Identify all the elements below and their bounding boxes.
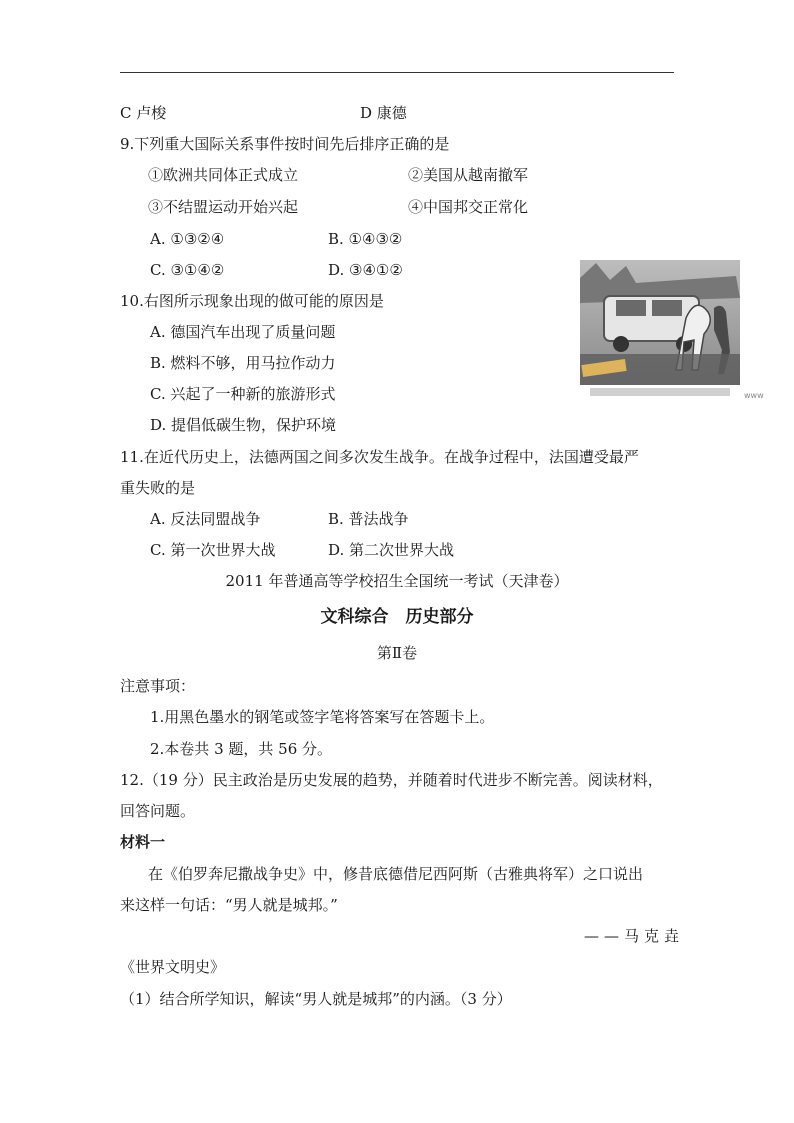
section-title: 文科综合 历史部分 bbox=[320, 607, 474, 627]
q9-option-b: B. ①④③② bbox=[328, 230, 403, 248]
exam-title: 2011 年普通高等学校招生全国统一考试（天津卷） bbox=[225, 572, 569, 590]
material-source: 《世界文明史》 bbox=[120, 958, 226, 976]
notes-item-1: 1.用黑色墨水的钢笔或签字笔将答案写在答题卡上。 bbox=[150, 708, 495, 726]
q9-item-1: ①欧洲共同体正式成立 bbox=[148, 166, 299, 184]
q9-option-a: A. ①③②④ bbox=[150, 230, 225, 248]
q9-item-2: ②美国从越南撤军 bbox=[408, 166, 529, 184]
q11-option-b: B. 普法战争 bbox=[328, 510, 409, 528]
notes-item-2: 2.本卷共 3 题，共 56 分。 bbox=[150, 740, 333, 758]
q12-sub1: （1）结合所学知识，解读“男人就是城邦”的内涵。（3 分） bbox=[120, 990, 512, 1008]
q12-stem-line2: 回答问题。 bbox=[120, 802, 196, 820]
notes-heading: 注意事项： bbox=[120, 677, 196, 695]
q9-item-4: ④中国邦交正常化 bbox=[408, 198, 529, 216]
q9-option-c: C. ③①④② bbox=[150, 261, 225, 279]
q11-stem-line2: 重失败的是 bbox=[120, 479, 196, 497]
q9-option-d: D. ③④①② bbox=[328, 261, 403, 279]
svg-text:www: www bbox=[744, 391, 764, 400]
volume-label: 第Ⅱ卷 bbox=[376, 644, 418, 662]
q11-option-c: C. 第一次世界大战 bbox=[150, 541, 276, 559]
q10-option-b: B. 燃料不够，用马拉作动力 bbox=[150, 354, 336, 372]
q9-item-3: ③不结盟运动开始兴起 bbox=[148, 198, 299, 216]
q11-stem-line1: 11.在近代历史上，法德两国之间多次发生战争。在战争过程中，法国遭受最严 bbox=[120, 448, 639, 466]
q10-option-c: C. 兴起了一种新的旅游形式 bbox=[150, 385, 336, 403]
q12-stem-line1: 12.（19 分）民主政治是历史发展的趋势，并随着时代进步不断完善。阅读材料， bbox=[120, 771, 663, 789]
q11-option-a: A. 反法同盟战争 bbox=[150, 510, 261, 528]
q8-option-d: D 康德 bbox=[360, 104, 407, 122]
q10-stem: 10.右图所示现象出现的做可能的原因是 bbox=[120, 292, 384, 310]
q9-stem: 9.下列重大国际关系事件按时间先后排序正确的是 bbox=[120, 135, 450, 153]
q10-option-a: A. 德国汽车出现了质量问题 bbox=[150, 323, 336, 341]
q10-option-d: D. 提倡低碳生物，保护环境 bbox=[150, 416, 337, 434]
q8-option-c: C 卢梭 bbox=[120, 104, 167, 122]
material-label: 材料一 bbox=[120, 833, 166, 851]
material-line1: 在《伯罗奔尼撒战争史》中，修昔底德借尼西阿斯（古雅典将军）之口说出 bbox=[148, 865, 644, 883]
header-rule bbox=[120, 72, 674, 73]
q10-photo bbox=[576, 258, 764, 406]
q11-option-d: D. 第二次世界大战 bbox=[328, 541, 455, 559]
material-line2: 来这样一句话：“男人就是城邦。” bbox=[120, 896, 338, 914]
material-attribution: ——马克垚 bbox=[583, 927, 684, 945]
